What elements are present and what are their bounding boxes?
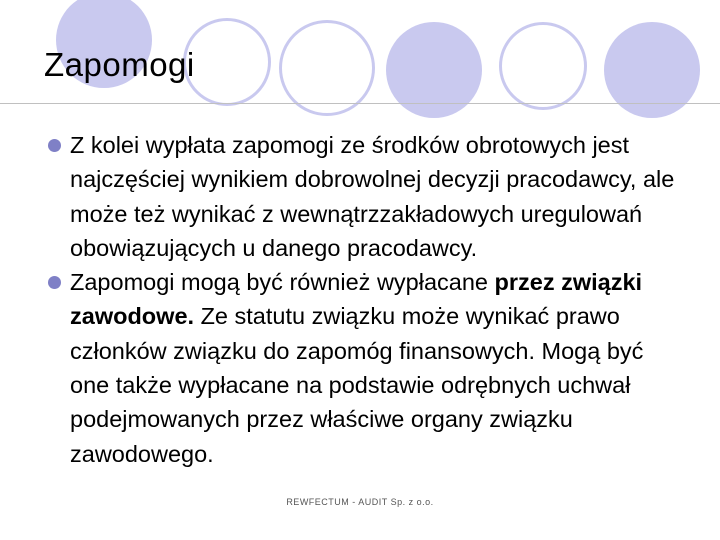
footer-text: REWFECTUM - AUDIT Sp. z o.o. xyxy=(286,497,434,507)
title-divider xyxy=(0,103,720,104)
bullet-list xyxy=(44,128,684,471)
bullet-text-bold: przez związki zawodowe. xyxy=(70,269,643,330)
bullet-icon xyxy=(48,276,61,289)
bullet-text-start: Zapomogi mogą być również wypłacane xyxy=(70,269,495,296)
bullet-item xyxy=(44,265,684,471)
bullet-text: Z kolei wypłata zapomogi ze środków obrotowych jest najczęściej wynikiem dobrowolnej decyzji pracodawcy, ale może też wynikać z wewnątrzzakładowych uregulowań obowiązujących u danego pracodawcy. xyxy=(70,132,675,261)
decor-circle xyxy=(499,22,587,110)
slide-title: Zapomogi xyxy=(44,46,195,83)
decor-circle xyxy=(279,20,375,116)
bullet-item xyxy=(44,128,684,265)
bullet-icon xyxy=(48,139,61,152)
decor-circle xyxy=(183,18,271,106)
bullet-text-end: Ze statutu związku może wynikać prawo członków związku do zapomóg finansowych. Mogą być one także wypłacane na podstawie odrębnych uchwał podejmowanych przez właściwe organy związku zawodowego. xyxy=(70,303,644,467)
